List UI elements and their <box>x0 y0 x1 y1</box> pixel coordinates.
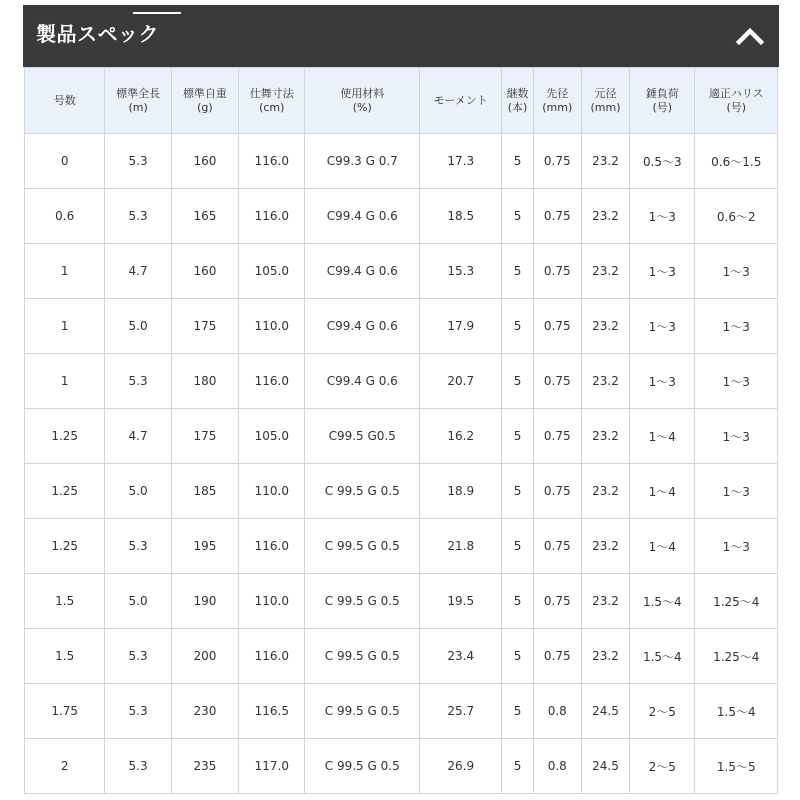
table-row <box>25 189 778 244</box>
column-header-label: 錘負荷 <box>645 86 679 100</box>
table-cell: 17.9 <box>420 299 502 354</box>
column-header <box>502 68 533 134</box>
table-cell: C 99.5 G 0.5 <box>305 464 420 519</box>
table-cell: 5.3 <box>105 684 171 739</box>
table-cell: 175 <box>171 299 238 354</box>
table-cell: 110.0 <box>239 464 305 519</box>
column-header <box>239 68 305 134</box>
header-row <box>25 68 778 134</box>
table-cell: 1.5～5 <box>695 739 778 794</box>
column-header <box>105 68 171 134</box>
table-cell: 185 <box>171 464 238 519</box>
table-cell: 116.0 <box>239 354 305 409</box>
table-cell: 2 <box>25 739 105 794</box>
table-cell: 16.2 <box>420 409 502 464</box>
table-cell: C99.4 G 0.6 <box>305 189 420 244</box>
table-cell: 24.5 <box>581 739 629 794</box>
column-header <box>533 68 581 134</box>
table-cell: 0.75 <box>533 464 581 519</box>
table-cell: 0.75 <box>533 574 581 629</box>
table-cell: 23.2 <box>581 134 629 189</box>
table-cell: 5 <box>502 739 533 794</box>
column-header-unit: (本) <box>507 100 528 114</box>
table-cell: 23.2 <box>581 574 629 629</box>
table-row <box>25 629 778 684</box>
table-cell: 200 <box>171 629 238 684</box>
column-header-label: 号数 <box>53 93 76 107</box>
table-cell: 180 <box>171 354 238 409</box>
table-cell: C 99.5 G 0.5 <box>305 574 420 629</box>
column-header-unit: (g) <box>197 100 213 114</box>
table-cell: C99.4 G 0.6 <box>305 244 420 299</box>
table-cell: 1.25 <box>25 464 105 519</box>
table-cell: 5 <box>502 574 533 629</box>
column-header <box>171 68 238 134</box>
table-cell: 0.5～3 <box>630 134 695 189</box>
table-cell: 1～3 <box>695 519 778 574</box>
table-cell: 15.3 <box>420 244 502 299</box>
table-cell: 21.8 <box>420 519 502 574</box>
table-cell: 1.5～4 <box>695 684 778 739</box>
table-cell: 5 <box>502 134 533 189</box>
table-cell: 0.75 <box>533 244 581 299</box>
table-cell: C 99.5 G 0.5 <box>305 739 420 794</box>
table-cell: 23.2 <box>581 464 629 519</box>
table-cell: 116.0 <box>239 629 305 684</box>
table-row <box>25 519 778 574</box>
table-cell: 175 <box>171 409 238 464</box>
table-cell: 5 <box>502 409 533 464</box>
column-header-label: 適正ハリス <box>708 86 764 100</box>
table-cell: 1.25～4 <box>695 629 778 684</box>
table-row <box>25 409 778 464</box>
header-accent-line <box>133 12 181 14</box>
table-cell: 105.0 <box>239 244 305 299</box>
table-cell: 230 <box>171 684 238 739</box>
table-cell: 19.5 <box>420 574 502 629</box>
table-cell: 0.6 <box>25 189 105 244</box>
table-cell: 1～3 <box>695 354 778 409</box>
table-cell: 5 <box>502 629 533 684</box>
table-cell: 0.75 <box>533 299 581 354</box>
table-cell: 18.9 <box>420 464 502 519</box>
table-cell: 0.8 <box>533 739 581 794</box>
table-cell: 20.7 <box>420 354 502 409</box>
table-cell: 0.75 <box>533 519 581 574</box>
column-header <box>581 68 629 134</box>
table-cell: C 99.5 G 0.5 <box>305 519 420 574</box>
table-cell: 1～3 <box>630 354 695 409</box>
table-row <box>25 354 778 409</box>
table-cell: 0.6～2 <box>695 189 778 244</box>
table-row <box>25 684 778 739</box>
column-header-unit: (号) <box>652 100 673 114</box>
table-cell: 5.0 <box>105 464 171 519</box>
table-cell: 1～3 <box>630 244 695 299</box>
table-cell: C 99.5 G 0.5 <box>305 629 420 684</box>
column-header-label: 標準全長 <box>116 86 161 100</box>
table-cell: 1.5～4 <box>630 574 695 629</box>
table-cell: 5.3 <box>105 134 171 189</box>
table-cell: C99.3 G 0.7 <box>305 134 420 189</box>
table-cell: 5.3 <box>105 519 171 574</box>
table-cell: 110.0 <box>239 574 305 629</box>
table-cell: 1～3 <box>630 189 695 244</box>
table-cell: 23.2 <box>581 299 629 354</box>
table-row <box>25 574 778 629</box>
table-cell: C99.4 G 0.6 <box>305 354 420 409</box>
table-cell: 117.0 <box>239 739 305 794</box>
table-cell: 5.3 <box>105 189 171 244</box>
table-cell: 116.0 <box>239 134 305 189</box>
table-cell: 0.75 <box>533 134 581 189</box>
table-cell: 0.75 <box>533 409 581 464</box>
table-cell: 5.3 <box>105 629 171 684</box>
table-cell: 17.3 <box>420 134 502 189</box>
spec-table <box>24 67 778 794</box>
table-cell: 1 <box>25 244 105 299</box>
spec-header[interactable] <box>23 5 779 67</box>
table-cell: 1～4 <box>630 464 695 519</box>
table-cell: 0.6～1.5 <box>695 134 778 189</box>
table-cell: 1.5 <box>25 574 105 629</box>
table-cell: 165 <box>171 189 238 244</box>
table-cell: 5.0 <box>105 574 171 629</box>
table-cell: C99.4 G 0.6 <box>305 299 420 354</box>
table-cell: 5.3 <box>105 739 171 794</box>
column-header-label: 継数 <box>506 86 529 100</box>
table-cell: 5 <box>502 244 533 299</box>
table-cell: 5 <box>502 684 533 739</box>
table-cell: 5 <box>502 519 533 574</box>
table-row <box>25 739 778 794</box>
table-cell: 5 <box>502 464 533 519</box>
table-cell: 23.2 <box>581 629 629 684</box>
spec-title: 製品スペック <box>36 22 159 46</box>
table-cell: 24.5 <box>581 684 629 739</box>
column-header-label: 元径 <box>594 86 617 100</box>
table-cell: 105.0 <box>239 409 305 464</box>
column-header <box>420 68 502 134</box>
table-cell: 0.75 <box>533 354 581 409</box>
table-cell: 26.9 <box>420 739 502 794</box>
column-header-unit: (mm) <box>542 100 573 114</box>
table-cell: 23.2 <box>581 409 629 464</box>
table-cell: 0.75 <box>533 189 581 244</box>
table-row <box>25 244 778 299</box>
table-cell: C99.5 G0.5 <box>305 409 420 464</box>
table-cell: 4.7 <box>105 409 171 464</box>
table-cell: 5 <box>502 299 533 354</box>
table-row <box>25 464 778 519</box>
table-cell: 195 <box>171 519 238 574</box>
table-cell: 1～3 <box>695 464 778 519</box>
table-cell: 116.0 <box>239 519 305 574</box>
column-header-unit: (%) <box>352 100 372 114</box>
table-cell: 23.4 <box>420 629 502 684</box>
column-header-label: 使用材料 <box>340 86 385 100</box>
column-header-unit: (m) <box>128 100 148 114</box>
spec-table-head <box>25 68 778 134</box>
column-header-unit: (号) <box>726 100 747 114</box>
column-header <box>695 68 778 134</box>
column-header <box>25 68 105 134</box>
table-cell: 190 <box>171 574 238 629</box>
column-header-label: 先径 <box>546 86 569 100</box>
table-cell: 1.75 <box>25 684 105 739</box>
table-cell: 160 <box>171 244 238 299</box>
table-cell: 1.25 <box>25 519 105 574</box>
table-cell: 1～3 <box>630 299 695 354</box>
table-row <box>25 299 778 354</box>
column-header-label: 仕舞寸法 <box>249 86 294 100</box>
table-cell: 1.25～4 <box>695 574 778 629</box>
table-cell: 0.8 <box>533 684 581 739</box>
table-cell: 1～3 <box>695 244 778 299</box>
table-cell: 5 <box>502 189 533 244</box>
table-cell: 1.5～4 <box>630 629 695 684</box>
table-cell: 18.5 <box>420 189 502 244</box>
column-header-unit: (mm) <box>590 100 621 114</box>
table-cell: 5.3 <box>105 354 171 409</box>
table-cell: C 99.5 G 0.5 <box>305 684 420 739</box>
table-cell: 0.75 <box>533 629 581 684</box>
table-cell: 1～4 <box>630 519 695 574</box>
product-spec-panel <box>23 5 779 800</box>
column-header-label: 標準自重 <box>182 86 227 100</box>
table-cell: 5 <box>502 354 533 409</box>
table-cell: 2～5 <box>630 684 695 739</box>
table-cell: 23.2 <box>581 189 629 244</box>
table-cell: 23.2 <box>581 519 629 574</box>
table-cell: 25.7 <box>420 684 502 739</box>
table-cell: 160 <box>171 134 238 189</box>
table-cell: 1.25 <box>25 409 105 464</box>
table-cell: 0 <box>25 134 105 189</box>
column-header-unit: (cm) <box>259 100 285 114</box>
table-cell: 1 <box>25 299 105 354</box>
table-cell: 2～5 <box>630 739 695 794</box>
column-header <box>305 68 420 134</box>
table-cell: 1～3 <box>695 299 778 354</box>
table-cell: 1 <box>25 354 105 409</box>
spec-table-body <box>25 134 778 794</box>
table-cell: 23.2 <box>581 354 629 409</box>
column-header-label: モーメント <box>433 93 488 107</box>
chevron-up-icon <box>735 22 765 48</box>
table-cell: 1～3 <box>695 409 778 464</box>
table-cell: 23.2 <box>581 244 629 299</box>
collapse-toggle-button[interactable] <box>735 22 765 48</box>
table-cell: 235 <box>171 739 238 794</box>
table-cell: 1.5 <box>25 629 105 684</box>
table-cell: 4.7 <box>105 244 171 299</box>
table-cell: 5.0 <box>105 299 171 354</box>
table-cell: 116.0 <box>239 189 305 244</box>
column-header <box>630 68 695 134</box>
table-cell: 116.5 <box>239 684 305 739</box>
table-cell: 1～4 <box>630 409 695 464</box>
table-cell: 110.0 <box>239 299 305 354</box>
table-row <box>25 134 778 189</box>
